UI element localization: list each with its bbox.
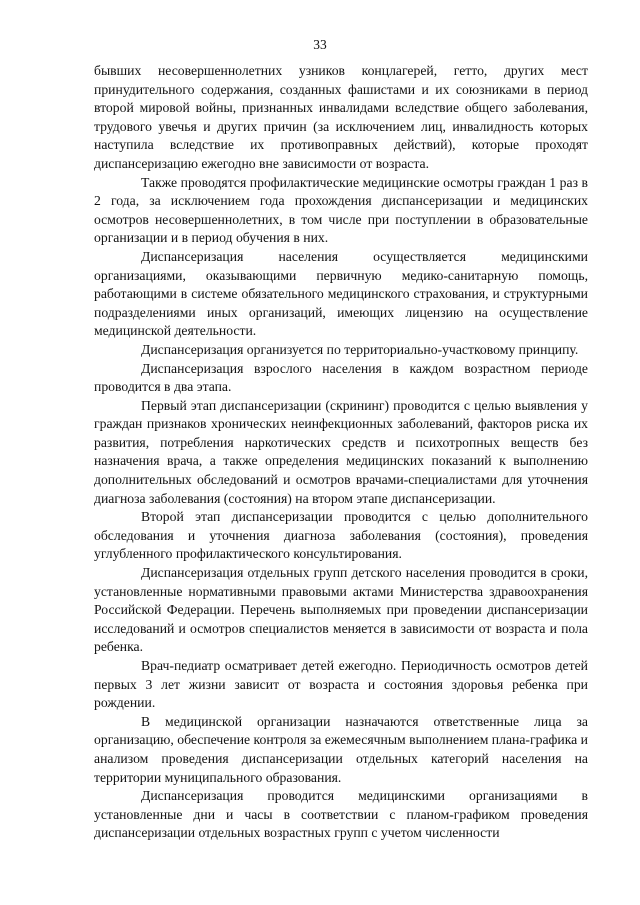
paragraph-first-stage: Первый этап диспансеризации (скрининг) проводится с целью выявления у граждан признаков хронических неинфекционных заболеваний, факторов риска их развития, потребления наркотических средств и психотропных веществ без назначения врача, а также определения медицинских показаний к выполнению дополнительных обследований и осмотров врачами-специалистами для уточнения диагноза заболевания (состояния) на втором этапе диспансеризации. <box>94 397 588 506</box>
paragraph-pediatrician: Врач-педиатр осматривает детей ежегодно. Периодичность осмотров детей первых 3 лет жизни зависит от возраста и состояния здоровья ребенка при рождении. <box>94 658 588 711</box>
paragraph-continuation: бывших несовершеннолетних узников концлагерей, гетто, других мест принудительного содержания, созданных фашистами и их союзниками в период второй мировой войны, признанных инвалидами вследствие общего заболевания, трудового увечья и других причин (за исключением лиц, инвалидность которых наступила вследствие их противоправных действий), которые проходят диспансеризацию ежегодно вне зависимости от возраста. <box>94 63 588 171</box>
paragraph-responsible-persons: В медицинской организации назначаются ответственные лица за организацию, обеспечение контроля за ежемесячным выполнением плана-графика и анализом проведения диспансеризации отдельных категорий населения на территории муниципального образования. <box>94 713 588 785</box>
paragraph-territorial-principle: Диспансеризация организуется по территориально-участковому принципу. <box>141 341 579 357</box>
document-body <box>94 62 588 843</box>
paragraph-two-stages: Диспансеризация взрослого населения в каждом возрастном периоде проводится в два этапа. <box>94 360 588 395</box>
paragraph-children-groups: Диспансеризация отдельных групп детского населения проводится в сроки, установленные нормативными правовыми актами Министерства здравоохранения Российской Федерации. Перечень выполняемых при проведении диспансеризации исследований и осмотров специалистов меняется в зависимости от возраста и пола ребенка. <box>94 565 588 655</box>
page-number: 33 <box>313 37 327 52</box>
paragraph-preventive-exams: Также проводятся профилактические медицинские осмотры граждан 1 раз в 2 года, за исключением года прохождения диспансеризации и медицинских осмотров несовершеннолетних, в том числе при поступлении в образовательные организации и в период обучения в них. <box>94 174 588 246</box>
paragraph-second-stage: Второй этап диспансеризации проводится с целью дополнительного обследования и уточнения диагноза заболевания (состояния), проведения углубленного профилактического консультирования. <box>94 509 588 562</box>
paragraph-organizations: Диспансеризация населения осуществляется медицинскими организациями, оказывающими первичную медико-санитарную помощь, работающими в системе обязательного медицинского страхования, и структурными подразделениями иных организаций, имеющих лицензию на осуществление медицинской деятельности. <box>94 248 588 339</box>
paragraph-schedule: Диспансеризация проводится медицинскими организациями в установленные дни и часы в соответствии с планом-графиком проведения диспансеризации отдельных возрастных групп с учетом численности <box>94 788 588 841</box>
